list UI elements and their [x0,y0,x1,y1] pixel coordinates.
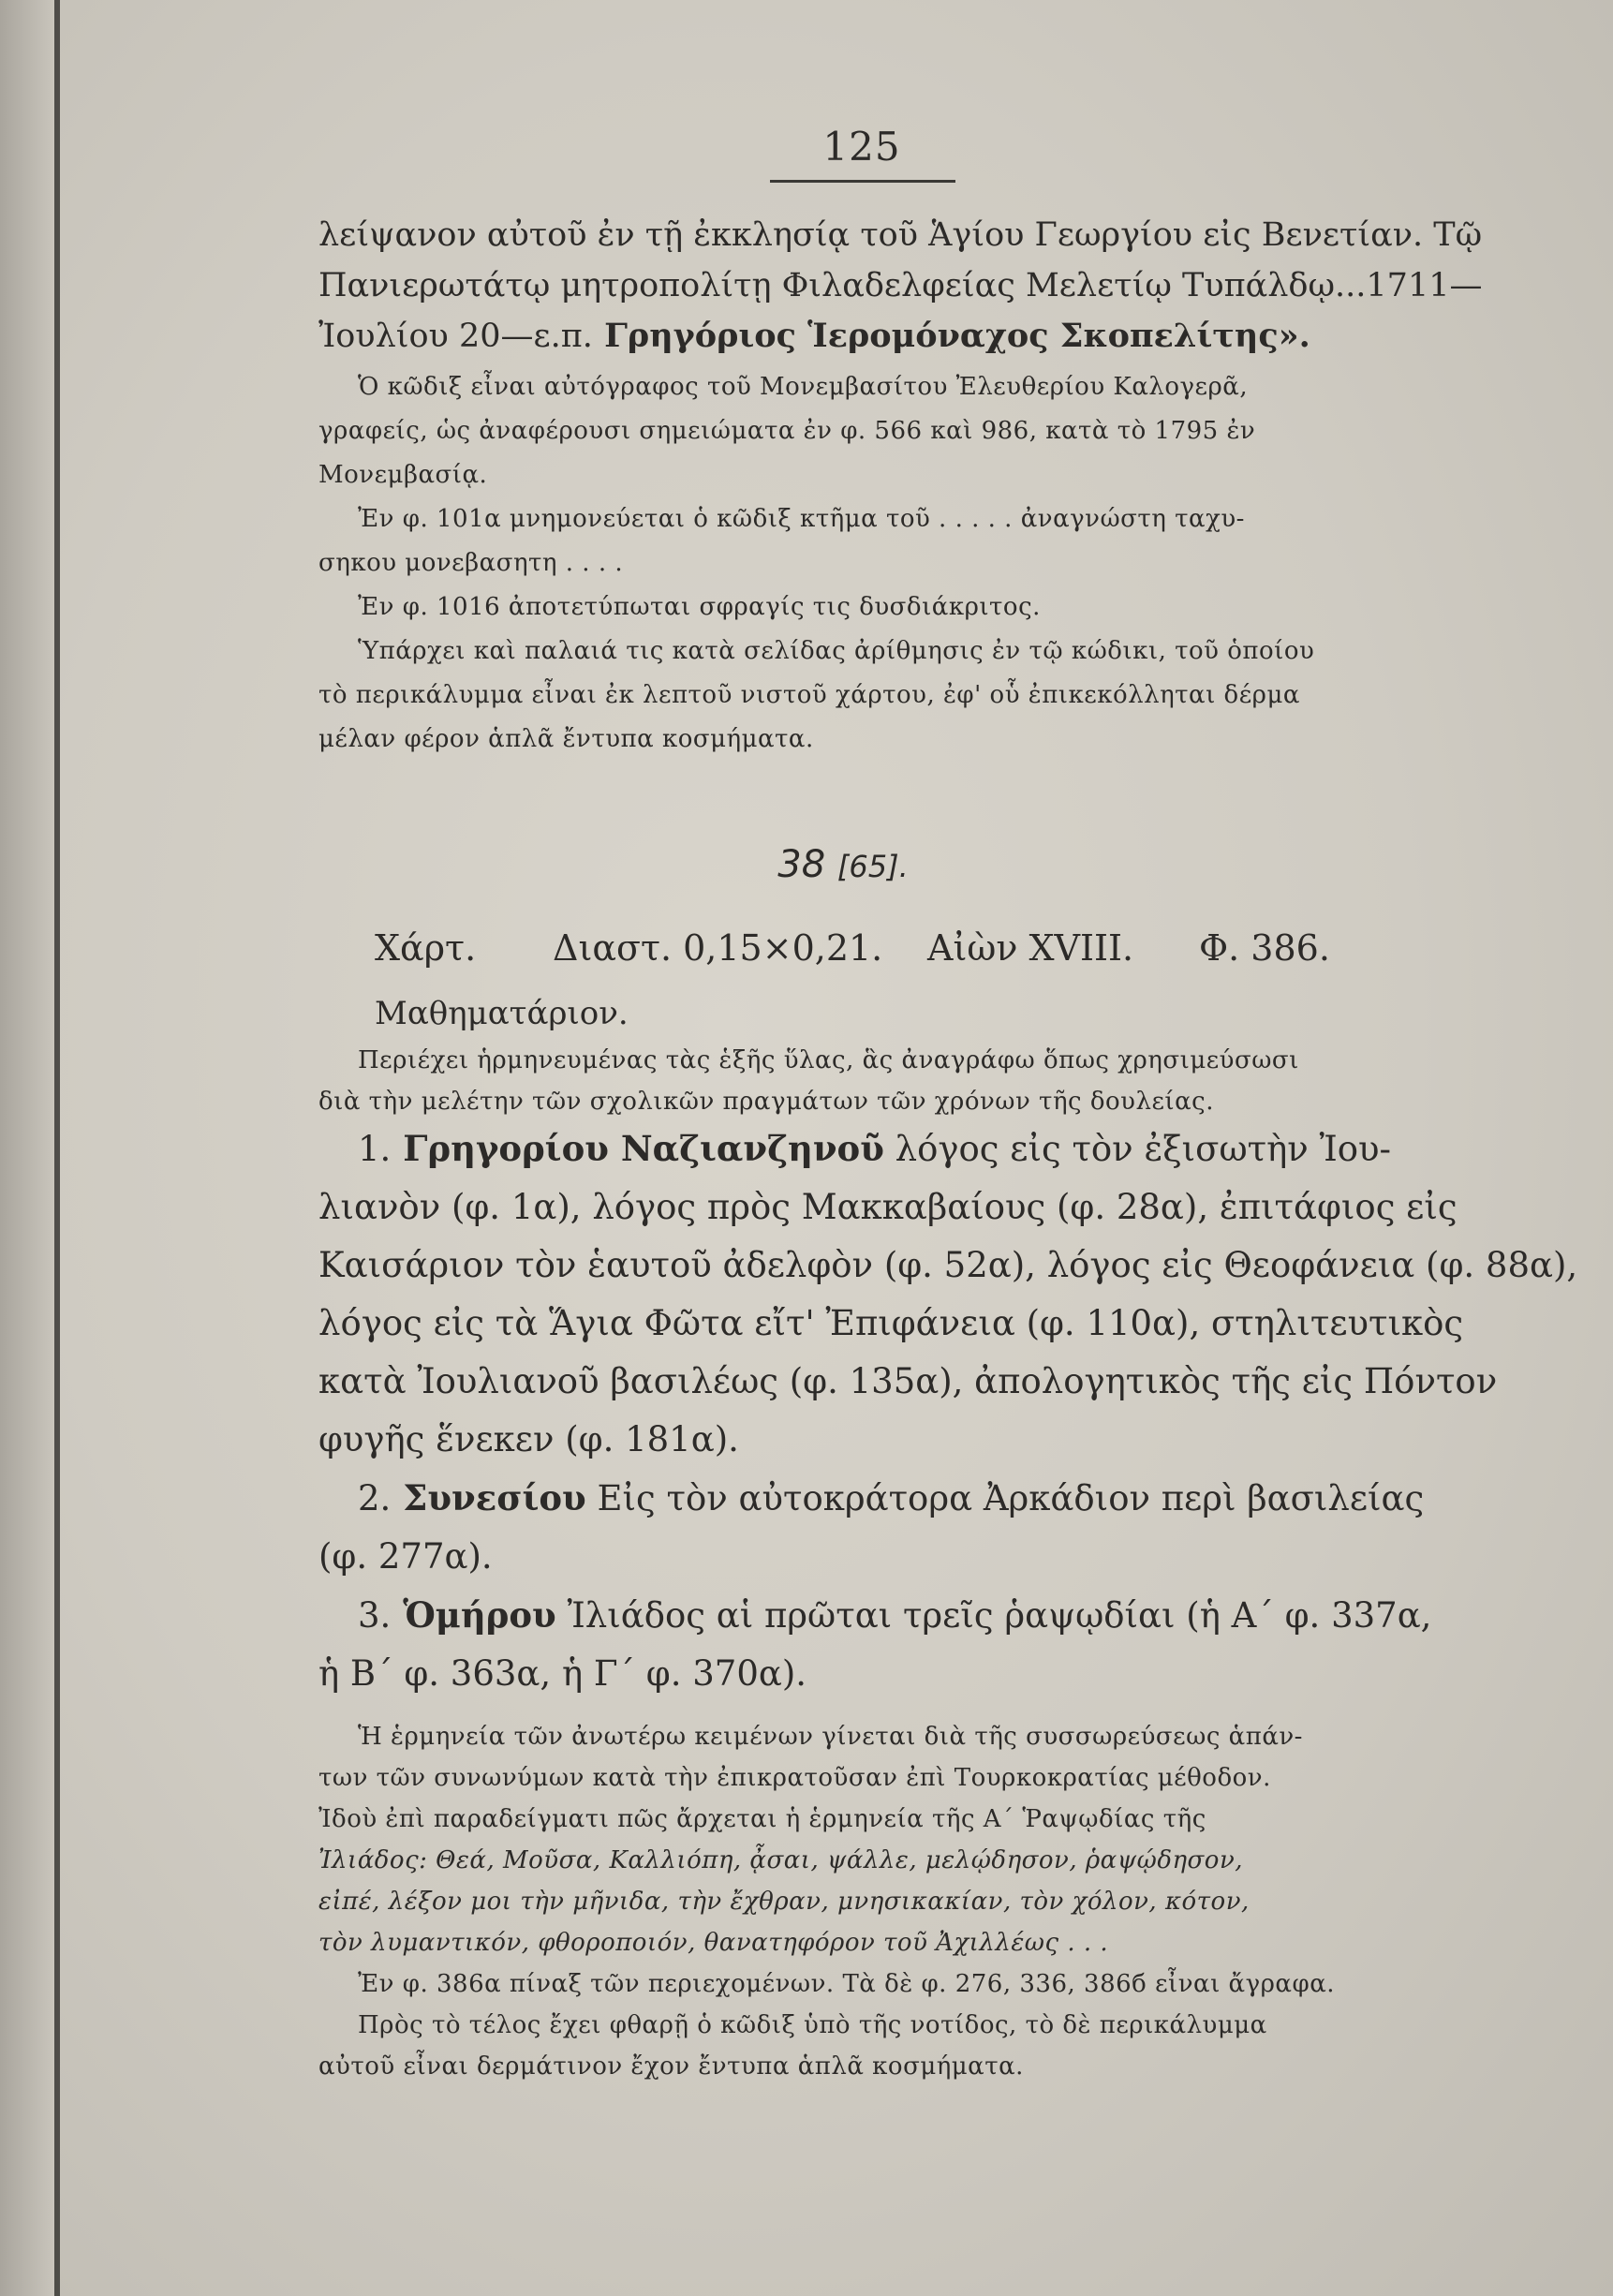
bottom-notes [318,1716,1410,2087]
text-line: τὸ περικάλυμμα εἶναι ἐκ λεπτοῦ νιστοῦ χάρτου, ἐφ' οὗ ἐπικεκόλληται δέρμα [318,681,1300,709]
meta-dimensions: Διαστ. 0,15×0,21. [553,927,883,969]
text-line: Ἰλιάδος: Θεά, Μοῦσα, Καλλιόπη, ᾆσαι, ψάλλε, μελῴδησον, ῥαψῴδησον, [318,1846,1244,1874]
text-line: τὸν λυμαντικόν, φθοροποιόν, θανατηφόρον τοῦ Ἀχιλλέως . . . [318,1929,1109,1957]
text-line: Ὁ κῶδιξ εἶναι αὐτόγραφος τοῦ Μονεμβασίτου Ἐλευθερίου Καλογερᾶ, [358,373,1249,401]
signature-name: Γρηγόριος Ἱερομόναχος Σκοπελίτης». [592,317,1310,355]
top-paragraph [318,210,1483,362]
text-line: Περιέχει ἡρμηνευμένας τὰς ἑξῆς ὕλας, ἃς ἀναγράφω ὅπως χρησιμεύσωσι [358,1046,1299,1074]
text-line: Ἡ ἑρμηνεία τῶν ἀνωτέρω κειμένων γίνεται διὰ τῆς συσσωρεύσεως ἁπάν- [358,1723,1303,1751]
text-line: Ὑπάρχει καὶ παλαιά τις κατὰ σελίδας ἀρίθμησις ἐν τῷ κώδικι, τοῦ ὁποίου [358,637,1315,665]
list-item: 3. Ὁμήρου Ἰλιάδος αἱ πρῶται τρεῖς ῥαψῳδίαι (ἡ Α΄ φ. 337α, [358,1594,1432,1636]
text-line: Ἐν φ. 101α μνημονεύεται ὁ κῶδιξ κτῆμα τοῦ . . . . . ἀναγνώστη ταχυ- [358,505,1245,533]
page-number-rule [770,180,955,183]
text-line: εἰπέ, λέξον μοι τὴν μῆνιδα, τὴν ἔχθραν, μνησικακίαν, τὸν χόλον, κότον, [318,1888,1250,1916]
text-line: Ἐν φ. 1016 ἀποτετύπωται σφραγίς τις δυσδιάκριτος. [358,593,1041,621]
meta-folios: Φ. 386. [1199,927,1330,969]
text-line: κατὰ Ἰουλιανοῦ βασιλέως (φ. 135α), ἀπολογητικὸς τῆς εἰς Πόντον [318,1361,1498,1401]
meta-material: Χάρτ. [375,927,477,969]
text-line: Ἰουλίου 20—ε.π. Γρηγόριος Ἱερομόναχος Σκοπελίτης». [318,317,1310,355]
section-alt-number: [65]. [836,849,909,884]
list-item: 2. Συνεσίου Εἰς τὸν αὐτοκράτορα Ἀρκάδιον περὶ βασιλείας [358,1477,1425,1518]
text-line: Ἐν φ. 386α πίναξ τῶν περιεχομένων. Τὰ δὲ φ. 276, 336, 386б εἶναι ἄγραφα. [358,1970,1336,1998]
text-line: αὐτοῦ εἶναι δερμάτινον ἔχον ἔντυπα ἁπλᾶ κοσμήματα. [318,2052,1024,2081]
text-line: φυγῆς ἕνεκεν (φ. 181α). [318,1419,739,1459]
binding-edge [54,0,60,2296]
binding-shadow [0,0,54,2296]
text-line: λείψανον αὐτοῦ ἐν τῇ ἐκκλησίᾳ τοῦ Ἁγίου Γεωργίου εἰς Βενετίαν. Τῷ [318,216,1483,254]
text-line: μέλαν φέρον ἁπλᾶ ἔντυπα κοσμήματα. [318,725,814,753]
text-line: διὰ τὴν μελέτην τῶν σχολικῶν πραγμάτων τῶν χρόνων τῆς δουλείας. [318,1088,1214,1116]
manuscript-title: Μαθηματάριον. [375,995,629,1032]
text-line: Πρὸς τὸ τέλος ἔχει φθαρῇ ὁ κῶδιξ ὑπὸ τῆς νοτίδος, τὸ δὲ περικάλυμμα [358,2011,1267,2039]
page-number: 125 [822,124,901,170]
meta-century: Αἰὼν XVIII. [927,927,1134,969]
intro-notes [318,1040,1410,1122]
section-heading [656,843,1030,886]
top-notes [318,365,1410,762]
text-line: των τῶν συνωνύμων κατὰ τὴν ἐπικρατοῦσαν ἐπὶ Τουρκοκρατίας μέθοδον. [318,1764,1271,1792]
text-line: ἡ Β΄ φ. 363α, ἡ Γ΄ φ. 370α). [318,1653,807,1694]
text-line: σηκου μονεβασητη . . . . [318,549,624,577]
list-item: 1. Γρηγορίου Ναζιανζηνοῦ λόγος εἰς τὸν ἐξισωτὴν Ἰου- [358,1128,1392,1169]
text-line: λιανὸν (φ. 1α), λόγος πρὸς Μακκαβαίους (φ. 28α), ἐπιτάφιος εἰς [318,1187,1458,1227]
text-line: γραφείς, ὡς ἀναφέρουσι σημειώματα ἐν φ. 566 καὶ 986, κατὰ τὸ 1795 ἐν [318,417,1256,445]
text-line: Καισάριον τὸν ἑαυτοῦ ἀδελφὸν (φ. 52α), λόγος εἰς Θεοφάνεια (φ. 88α), [318,1245,1578,1285]
text-line: λόγος εἰς τὰ Ἅγια Φῶτα εἴτ' Ἐπιφάνεια (φ. 110α), στηλιτευτικὸς [318,1303,1464,1343]
text-line: Πανιερωτάτῳ μητροπολίτῃ Φιλαδελφείας Μελετίῳ Τυπάλδῳ...1711— [318,267,1483,304]
contents-list [318,1119,1578,1703]
section-number: 38 [777,843,826,886]
text-line: Ἰδοὺ ἐπὶ παραδείγματι πῶς ἄρχεται ἡ ἑρμηνεία τῆς Α΄ Ῥαψῳδίας τῆς [318,1805,1206,1833]
text-line: Μονεμβασίᾳ. [318,461,488,489]
text-line: (φ. 277α). [318,1536,493,1577]
